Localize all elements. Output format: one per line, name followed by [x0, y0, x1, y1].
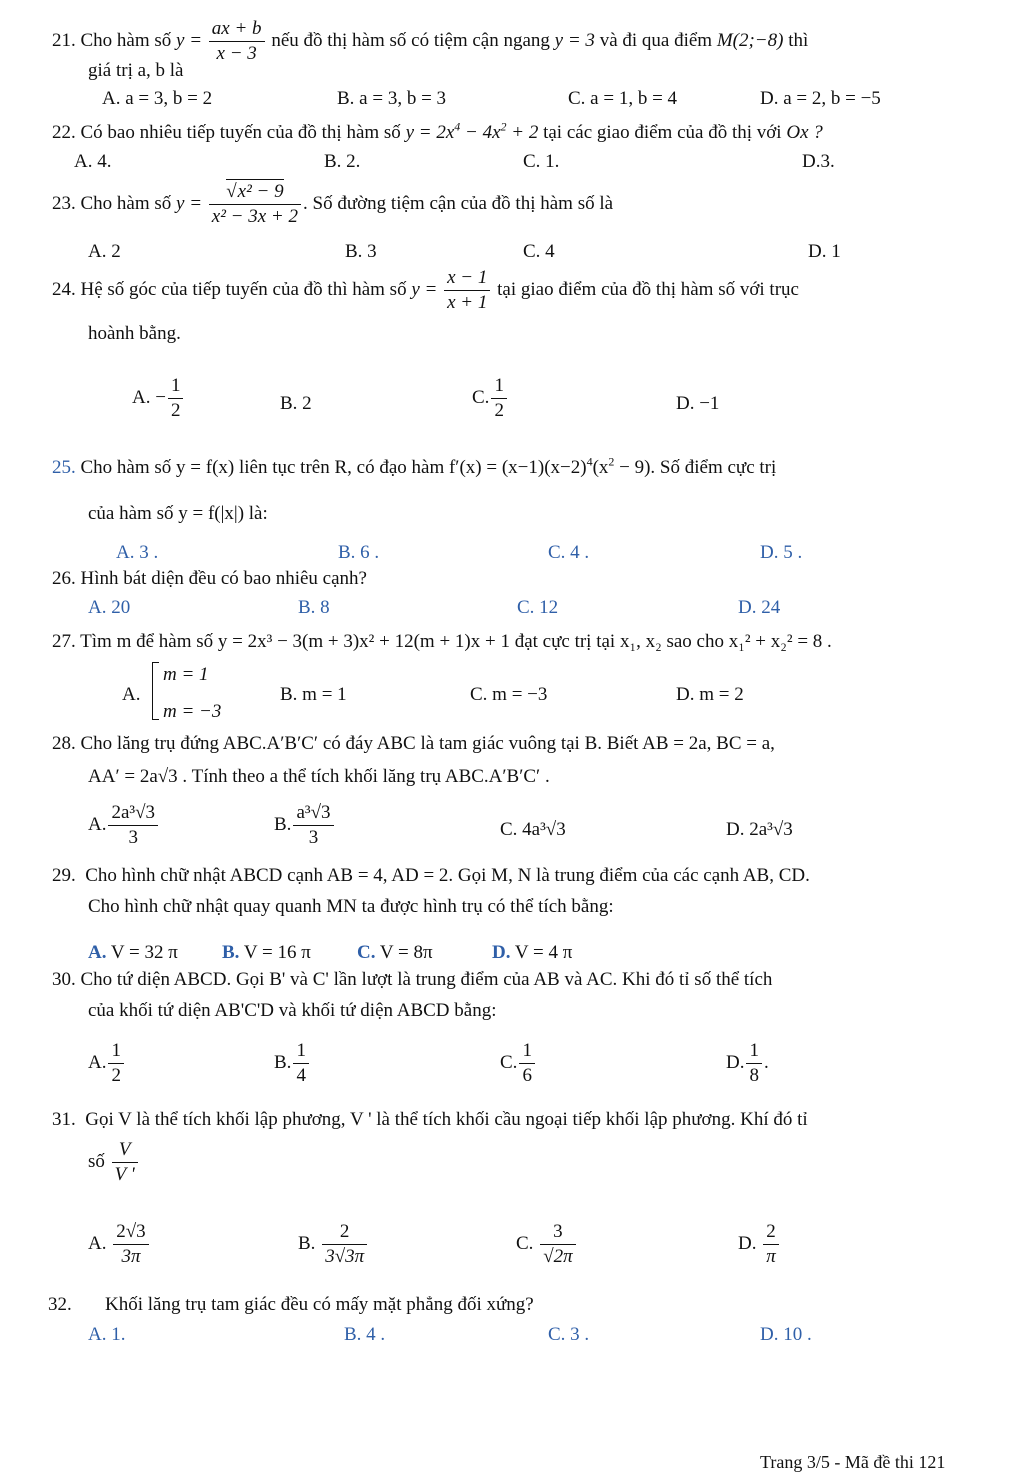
q24-option-a-num: 1 [168, 376, 184, 399]
q28-option-b-label: B. [274, 813, 292, 835]
q21-line2: giá trị a, b là [88, 60, 184, 81]
q22-func-a: y = 2x [405, 122, 455, 143]
q31-line2 [88, 1140, 140, 1185]
q21-text: Cho hàm số [80, 29, 172, 51]
q31-option-d-label: D. [738, 1232, 757, 1254]
q28-option-a[interactable] [88, 803, 160, 848]
q23-option-a[interactable]: A. 2 [88, 241, 121, 262]
q24-option-a-label: A. [132, 386, 151, 408]
q31-option-a-den: 3π [121, 1245, 141, 1267]
q28-option-b-frac [293, 803, 333, 848]
q30-line2: của khối tứ diện AB'C'D và khối tứ diện ABCD bằng: [88, 1000, 497, 1021]
q31-option-d-den: π [766, 1245, 776, 1267]
q29-option-d-label: D. [492, 942, 511, 963]
q29-text: Cho hình chữ nhật ABCD cạnh AB = 4, AD = 2. Gọi M, N là trung điểm của các cạnh AB, CD. [85, 865, 810, 886]
q31-option-b-frac [322, 1222, 367, 1267]
q30-line1 [52, 970, 772, 989]
q30-option-a-label: A. [88, 1051, 107, 1073]
q24-y: y = [411, 278, 438, 300]
q31-option-a-label: A. [88, 1232, 107, 1254]
q24-option-d[interactable]: D. −1 [676, 393, 720, 414]
q30-option-a-den: 2 [111, 1064, 121, 1086]
q21-mid2: và đi qua điểm [599, 29, 713, 51]
q28-text: Cho lăng trụ đứng ABC.A′B′C′ có đáy ABC là tam giác vuông tại B. Biết AB = 2a, BC = a, [80, 733, 775, 754]
q30-option-c-den: 6 [522, 1064, 532, 1086]
q24-option-c-frac [491, 376, 507, 421]
q31-ratio [112, 1140, 138, 1185]
q23-y: y = [176, 192, 203, 214]
q23-frac-den: x² − 3x + 2 [211, 205, 299, 227]
q31-option-b-den: 3√3π [325, 1245, 365, 1267]
q23-option-c[interactable]: C. 4 [523, 241, 555, 262]
q27-option-a-value2: m = −3 [163, 701, 222, 722]
q27-option-a-value1: m = 1 [163, 664, 209, 685]
q29-option-d-value: V = 4 π [514, 942, 573, 963]
q27-option-b[interactable]: B. m = 1 [280, 684, 347, 705]
q25-line1 [52, 454, 777, 478]
q21-number: 21. [52, 29, 76, 51]
q22-func [405, 119, 539, 143]
q32-option-c[interactable] [548, 1325, 589, 1344]
q30-option-a-num: 1 [108, 1041, 124, 1064]
q30-option-a-frac [108, 1041, 124, 1086]
q21-asym: y = 3 [554, 29, 595, 51]
q28-option-d[interactable]: D. 2a³√3 [726, 819, 793, 840]
q31-option-b[interactable] [298, 1222, 369, 1267]
q27-option-a-bracket [152, 662, 159, 720]
q27-number: 27. [52, 631, 76, 652]
q24-option-a-den: 2 [170, 399, 181, 421]
q29-option-a[interactable] [88, 943, 178, 962]
q25-text: Cho hàm số y = f(x) liên tục trên R, có đạo hàm f′(x) = (x−1)(x−2) [80, 457, 587, 478]
q24-option-c[interactable] [472, 376, 509, 421]
q31-ratio-den: V ' [114, 1163, 135, 1185]
q31-option-a[interactable] [88, 1222, 151, 1267]
q23-line1 [52, 182, 613, 227]
q30-number: 30. [52, 969, 76, 990]
q26-number: 26. [52, 568, 76, 589]
q24-number: 24. [52, 278, 76, 300]
q29-line1 [52, 866, 810, 885]
q27-line1 [52, 632, 832, 651]
q31-so: số [88, 1150, 105, 1172]
q24-option-b[interactable]: B. 2 [280, 393, 312, 414]
q27-text: Tìm m để hàm số y = 2x³ − 3(m + 3)x² + 12(m + 1)x + 1 đạt cực trị tại x₁, x₂ sao cho x₁² + x₂² = 8 . [80, 631, 832, 652]
q31-option-c[interactable] [516, 1222, 578, 1267]
q32-text: Khối lăng trụ tam giác đều có mấy mặt phẳng đối xứng? [105, 1294, 534, 1315]
q30-option-b[interactable] [274, 1041, 311, 1086]
q30-option-b-den: 4 [296, 1064, 306, 1086]
q29-option-c[interactable] [357, 943, 433, 962]
q23-option-d[interactable]: D. 1 [808, 241, 841, 262]
q24-option-a-frac [168, 376, 184, 421]
q22-option-d[interactable]: D.3. [802, 151, 835, 172]
q24-option-c-label: C. [472, 386, 490, 408]
q24-fraction [444, 268, 490, 313]
q24-line1 [52, 268, 799, 313]
q23-sqrt: √ x² − 9 [226, 179, 283, 202]
q28-option-b-den: 3 [308, 826, 319, 848]
q25-option-b[interactable]: B. 6 . [338, 542, 380, 563]
q32-option-a-text: A. 1. [88, 1324, 126, 1345]
q22-option-b[interactable]: B. 2. [324, 151, 361, 172]
q21-option-d[interactable]: D. a = 2, b = −5 [760, 88, 881, 109]
q21-option-a[interactable]: A. a = 3, b = 2 [102, 88, 213, 109]
q25-exp4: 4 [586, 454, 593, 469]
q29-line2: Cho hình chữ nhật quay quanh MN ta được hình trụ có thể tích bằng: [88, 896, 614, 917]
q31-option-a-num: 2√3 [113, 1222, 148, 1245]
q28-option-a-label: A. [88, 813, 107, 835]
q29-option-c-label: C. [357, 942, 376, 963]
q24-option-c-num: 1 [491, 376, 507, 399]
q31-option-b-num: 2 [322, 1222, 367, 1245]
q23-frac-num [209, 182, 301, 205]
q30-option-d-num: 1 [746, 1041, 762, 1064]
q29-option-c-value: V = 8π [379, 942, 433, 963]
q25-exp2: 2 [608, 454, 615, 469]
q26-option-a[interactable]: A. 20 [88, 597, 131, 618]
q21-y: y = [176, 29, 203, 51]
q30-option-c-num: 1 [519, 1041, 535, 1064]
q30-option-a[interactable] [88, 1041, 126, 1086]
q25-text-b: (x [592, 457, 609, 478]
q21-frac-num: ax + b [209, 19, 265, 42]
q24-frac-den: x + 1 [447, 291, 488, 313]
q26-option-d[interactable]: D. 24 [738, 597, 781, 618]
q30-option-c[interactable] [500, 1041, 537, 1086]
q22-option-a[interactable]: A. 4. [74, 151, 112, 172]
q24-option-c-den: 2 [494, 399, 504, 421]
q28-option-b-num: a³√3 [293, 803, 333, 826]
q26-option-b[interactable]: B. 8 [298, 597, 330, 618]
q31-option-d-num: 2 [763, 1222, 779, 1245]
q31-option-c-den: √2π [543, 1245, 573, 1267]
q30-option-b-num: 1 [293, 1041, 309, 1064]
q22-text: Có bao nhiêu tiếp tuyến của đồ thị hàm số [80, 122, 401, 143]
q21-end: thì [788, 29, 809, 51]
q29-option-d[interactable] [492, 943, 572, 962]
q21-fraction [209, 19, 265, 64]
q30-option-d-label: D. [726, 1051, 745, 1073]
q22-post: tại các giao điểm của đồ thị với [543, 122, 782, 143]
q25-number: 25. [52, 457, 76, 478]
q28-line2: AA′ = 2a√3 . Tính theo a thể tích khối lăng trụ ABC.A′B′C′ . [88, 766, 550, 787]
q29-option-b-label: B. [222, 942, 240, 963]
q23-post: . Số đường tiệm cận của đồ thị hàm số là [303, 192, 614, 214]
q32-option-b-text: B. 4 . [344, 1324, 386, 1345]
q28-option-c[interactable]: C. 4a³√3 [500, 819, 566, 840]
q28-option-b[interactable] [274, 803, 336, 848]
q30-option-d-den: 8 [749, 1064, 759, 1086]
q32-option-d[interactable] [760, 1325, 812, 1344]
q23-number: 23. [52, 192, 76, 214]
q30-option-d-period: . [763, 1051, 769, 1073]
q23-fraction [209, 182, 301, 227]
q26-line1 [52, 569, 367, 588]
q27-option-c[interactable]: C. m = −3 [470, 684, 548, 705]
q26-option-c[interactable]: C. 12 [517, 597, 559, 618]
q28-number: 28. [52, 733, 76, 754]
q22-exp1: 4 [454, 119, 461, 134]
q28-option-a-frac [108, 803, 158, 848]
q22-exp2: 2 [500, 119, 507, 134]
q28-option-a-den: 3 [128, 826, 139, 848]
q32-option-b[interactable] [344, 1325, 385, 1344]
q31-option-d[interactable] [738, 1222, 781, 1267]
q31-ratio-num: V [112, 1140, 138, 1163]
q29-number: 29. [52, 865, 76, 886]
q24-line2: hoành bằng. [88, 323, 181, 344]
q31-option-c-num: 3 [540, 1222, 575, 1245]
q23-text: Cho hàm số [80, 192, 172, 214]
q30-option-c-frac [519, 1041, 535, 1086]
q24-post: tại giao điểm của đồ thị hàm số với trục [497, 278, 799, 300]
q30-option-b-label: B. [274, 1051, 292, 1073]
q27-option-a-label[interactable]: A. [122, 684, 141, 705]
q29-option-b-value: V = 16 π [243, 942, 311, 963]
q31-option-c-label: C. [516, 1232, 534, 1254]
q24-option-a-sign: − [155, 386, 166, 408]
q30-option-d[interactable] [726, 1041, 769, 1086]
q28-line1 [52, 734, 775, 753]
q23-option-b[interactable]: B. 3 [345, 241, 377, 262]
q32-option-a[interactable] [88, 1325, 125, 1344]
q21-frac-den: x − 3 [216, 42, 257, 64]
q32-number: 32. [48, 1294, 72, 1315]
q24-frac-num: x − 1 [444, 268, 490, 291]
q22-line1 [52, 119, 823, 143]
q29-option-b[interactable] [222, 943, 311, 962]
q21-point: M(2;−8) [716, 29, 784, 51]
q30-option-d-frac [746, 1041, 762, 1086]
q25-line2: của hàm số y = f(|x|) là: [88, 503, 268, 524]
q27-option-d[interactable]: D. m = 2 [676, 684, 744, 705]
q25-text-c: − 9). Số điểm cực trị [614, 457, 777, 478]
q32-line1 [48, 1295, 534, 1314]
q30-option-c-label: C. [500, 1051, 518, 1073]
q24-option-a[interactable] [132, 376, 185, 421]
q32-option-c-text: C. 3 . [548, 1324, 590, 1345]
q21-option-c[interactable]: C. a = 1, b = 4 [568, 88, 678, 109]
q31-option-d-frac [763, 1222, 779, 1267]
q31-line1 [52, 1110, 808, 1129]
q25-option-a[interactable]: A. 3 . [116, 542, 159, 563]
q21-line1 [52, 19, 808, 64]
q24-text: Hệ số góc của tiếp tuyến của đồ thì hàm số [80, 278, 407, 300]
q31-option-b-label: B. [298, 1232, 316, 1254]
q21-option-b[interactable]: B. a = 3, b = 3 [337, 88, 447, 109]
q28-option-a-num: 2a³√3 [108, 803, 158, 826]
q21-mid: nếu đồ thị hàm số có tiệm cận ngang [271, 29, 550, 51]
q29-option-a-label: A. [88, 942, 107, 963]
q31-text: Gọi V là thể tích khối lập phương, V ' là thể tích khối cầu ngoại tiếp khối lập phương. Khí đó tỉ [85, 1109, 808, 1130]
q29-option-a-value: V = 32 π [110, 942, 178, 963]
q31-option-a-frac [113, 1222, 148, 1267]
q31-number: 31. [52, 1109, 76, 1130]
q30-text: Cho tứ diện ABCD. Gọi B' và C' lần lượt là trung điểm của AB và AC. Khi đó tỉ số thể tích [80, 969, 773, 990]
q22-option-c[interactable]: C. 1. [523, 151, 560, 172]
page-footer: Trang 3/5 - Mã đề thi 121 [760, 1452, 946, 1472]
q25-option-c[interactable]: C. 4 . [548, 542, 590, 563]
q22-func-c: + 2 [506, 122, 539, 143]
q30-option-b-frac [293, 1041, 309, 1086]
q25-option-d[interactable]: D. 5 . [760, 542, 803, 563]
q22-axis: Ox ? [786, 122, 823, 143]
q22-func-b: − 4x [460, 122, 501, 143]
q31-option-c-frac [540, 1222, 575, 1267]
q22-number: 22. [52, 122, 76, 143]
q32-option-d-text: D. 10 . [760, 1324, 812, 1345]
q26-text: Hình bát diện đều có bao nhiêu cạnh? [80, 568, 367, 589]
